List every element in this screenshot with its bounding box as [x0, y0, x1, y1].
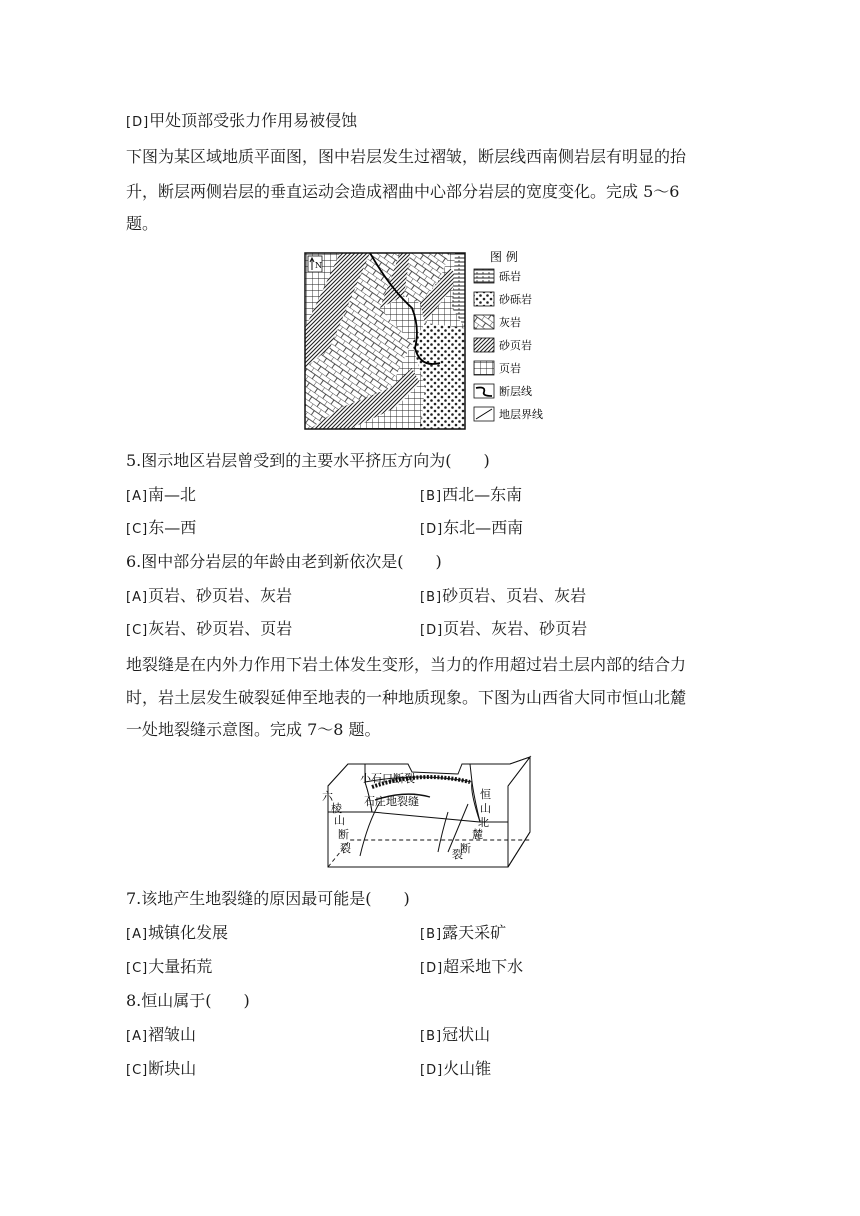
passage1-line: 升，断层两侧岩层的垂直运动会造成褶曲中心部分岩层的宽度变化。完成 5～6 — [126, 182, 680, 201]
legend-swatch-sand-shale — [474, 338, 494, 352]
option-text: 砂页岩、页岩、灰岩 — [442, 586, 587, 605]
option-label: [B] — [420, 590, 443, 605]
north-label: N — [315, 261, 322, 270]
option-label: [A] — [126, 590, 149, 605]
option-label: [D] — [420, 961, 444, 976]
question-5-option-c[interactable] — [126, 517, 196, 541]
question-5-option-d[interactable] — [420, 517, 523, 541]
question-8-option-c[interactable] — [126, 1058, 196, 1082]
passage2-line: 一处地裂缝示意图。完成 7～8 题。 — [126, 720, 381, 739]
question-7-option-a[interactable] — [126, 922, 228, 946]
legend-label: 页岩 — [499, 362, 521, 375]
option-label: [B] — [420, 1029, 443, 1044]
option-text: 冠状山 — [442, 1025, 491, 1044]
option-text: 页岩、灰岩、砂页岩 — [443, 619, 588, 638]
question-8-option-b[interactable] — [420, 1024, 490, 1048]
option-text: 褶皱山 — [148, 1025, 197, 1044]
legend-swatch-conglomerate — [474, 269, 494, 283]
map-legend — [474, 249, 543, 421]
legend-label: 砂砾岩 — [499, 293, 532, 306]
option-label: [A] — [126, 1029, 149, 1044]
passage1-line: 题。 — [126, 214, 159, 233]
legend-swatch-limestone — [474, 315, 494, 329]
option-text: 断块山 — [148, 1059, 197, 1078]
question-6-option-a[interactable] — [126, 585, 292, 609]
question-6-option-b[interactable] — [420, 585, 586, 609]
option-label: [B] — [420, 927, 443, 942]
option-text: 甲处顶部受张力作用易被侵蚀 — [149, 111, 358, 130]
option-label: [D] — [420, 1063, 444, 1078]
option-text: 页岩、砂页岩、灰岩 — [148, 586, 293, 605]
option-text: 露天采矿 — [442, 923, 507, 942]
label-shizhuang-fissure: 石庄地裂缝 — [364, 795, 419, 808]
question-7-option-d[interactable] — [420, 956, 523, 980]
question-7-option-c[interactable] — [126, 956, 212, 980]
option-label: [D] — [420, 522, 444, 537]
question-6-option-d[interactable] — [420, 618, 587, 642]
option-label: [C] — [126, 522, 149, 537]
option-label: [A] — [126, 927, 149, 942]
option-d-prev — [126, 110, 357, 134]
legend-swatch-shale — [474, 361, 494, 375]
legend-label: 断层线 — [499, 385, 532, 398]
legend-swatch-sand-conglomerate — [474, 292, 494, 306]
label-xiaoshikou-fault: 小石口断裂 — [360, 772, 415, 785]
option-text: 南—北 — [148, 485, 197, 504]
legend-label: 砾岩 — [499, 270, 521, 283]
passage2-line: 地裂缝是在内外力作用下岩土体发生变形，当力的作用超过岩土层内部的结合力 — [126, 655, 687, 674]
question-8-stem: 8.恒山属于( ) — [126, 991, 250, 1010]
question-8-option-a[interactable] — [126, 1024, 196, 1048]
option-text: 超采地下水 — [443, 957, 524, 976]
geologic-map-figure — [300, 248, 560, 432]
legend-label: 砂页岩 — [499, 339, 532, 352]
question-5-option-a[interactable] — [126, 484, 196, 508]
option-text: 城镇化发展 — [148, 923, 229, 942]
label-hengshan-north-fault: 恒山北麓断裂 — [452, 788, 491, 861]
question-6-option-c[interactable] — [126, 618, 292, 642]
question-7-option-b[interactable] — [420, 922, 506, 946]
ground-fissure-diagram — [320, 752, 540, 874]
option-text: 大量拓荒 — [148, 957, 213, 976]
option-label: [A] — [126, 489, 149, 504]
label-liulengshan-fault: 六棱山断裂 — [322, 790, 351, 855]
option-text: 东北—西南 — [443, 518, 524, 537]
passage1-line: 下图为某区域地质平面图，图中岩层发生过褶皱，断层线西南侧岩层有明显的抬 — [126, 147, 687, 166]
option-text: 火山锥 — [443, 1059, 492, 1078]
option-text: 西北—东南 — [442, 485, 523, 504]
option-label: [D] — [126, 115, 150, 130]
legend-title: 图 例 — [490, 250, 518, 264]
option-text: 东—西 — [148, 518, 197, 537]
question-5-stem: 5.图示地区岩层曾受到的主要水平挤压方向为( ) — [126, 451, 490, 470]
option-text: 灰岩、砂页岩、页岩 — [148, 619, 293, 638]
legend-label: 灰岩 — [499, 316, 521, 329]
question-5-option-b[interactable] — [420, 484, 522, 508]
option-label: [C] — [126, 1063, 149, 1078]
question-8-option-d[interactable] — [420, 1058, 491, 1082]
option-label: [B] — [420, 489, 443, 504]
option-label: [D] — [420, 623, 444, 638]
option-label: [C] — [126, 961, 149, 976]
option-label: [C] — [126, 623, 149, 638]
passage2-line: 时，岩土层发生破裂延伸至地表的一种地质现象。下图为山西省大同市恒山北麓 — [126, 688, 687, 707]
map-body — [305, 253, 465, 429]
question-7-stem: 7.该地产生地裂缝的原因最可能是( ) — [126, 889, 410, 908]
legend-label: 地层界线 — [499, 408, 543, 421]
question-6-stem: 6.图中部分岩层的年龄由老到新依次是( ) — [126, 552, 442, 571]
